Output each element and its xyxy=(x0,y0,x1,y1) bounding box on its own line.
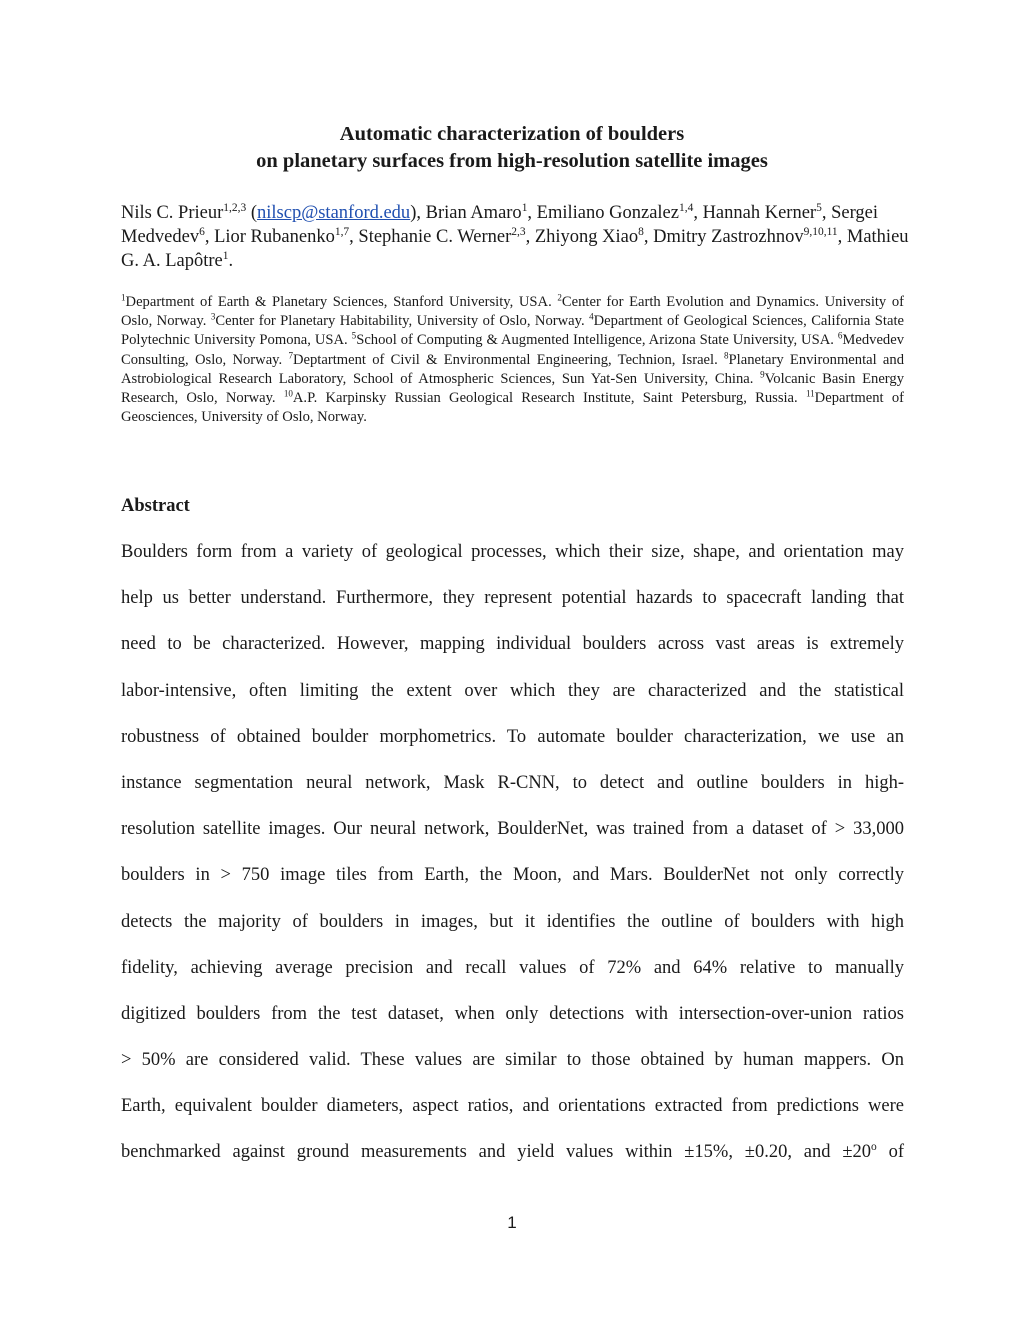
affiliation-sup: 1 xyxy=(121,292,126,303)
author-name: , Sergei Medvedev xyxy=(121,203,878,247)
author-name: , Lior Rubanenko xyxy=(204,227,335,247)
author-name: Nils C. Prieur xyxy=(121,203,224,223)
author-email-link[interactable]: nilscp@stanford.edu xyxy=(257,203,411,223)
affiliation-sup: 5 xyxy=(351,330,357,341)
affiliation-sup: 8 xyxy=(724,350,729,361)
affiliation-text: A.P. Karpinsky Russian Geological Research Institute, Saint Petersburg, Russia. xyxy=(292,390,806,407)
author-affiliation-sup: 1 xyxy=(521,202,528,215)
abstract-line-text: benchmarked against ground measurements and yield values within ±15%, ±0.20, and ±20 xyxy=(121,1142,871,1163)
author-affiliation-sup: 1 xyxy=(222,250,229,263)
affiliation-sup: 3 xyxy=(210,311,216,322)
abstract-line: help us better understand. Furthermore, they represent potential hazards to spacecraft landing that xyxy=(121,588,904,609)
author-affiliation-sup: 1,2,3 xyxy=(223,202,247,215)
abstract-line: digitized boulders from the test dataset, when only detections with intersection-over-union ratios xyxy=(121,1003,904,1024)
affiliation-sup: 11 xyxy=(805,388,815,399)
affiliation-text: Center for Earth Evolution and Dynamics. University of Oslo, Norway. xyxy=(121,294,905,330)
title-line-1: Automatic characterization of boulders xyxy=(339,123,685,145)
author-name: , Zhiyong Xiao xyxy=(525,227,639,247)
page-number: 1 xyxy=(507,1213,517,1232)
author-name: , Dmitry Zastrozhnov xyxy=(643,227,804,247)
affiliation-sup: 10 xyxy=(283,388,293,399)
author-name: , Emiliano Gonzalez xyxy=(527,203,679,223)
abstract-heading: Abstract xyxy=(121,496,190,516)
author-affiliation-sup: 2,3 xyxy=(511,226,526,239)
affiliation-text: Deptartment of Civil & Environmental Engineering, Technion, Israel. xyxy=(292,351,725,368)
affiliation-sup: 4 xyxy=(589,311,594,322)
affiliation-text: Volcanic Basin Energy Research, Oslo, Norway. xyxy=(121,370,904,407)
email-close: ), xyxy=(410,203,426,223)
affiliation-sup: 6 xyxy=(837,330,843,341)
affiliation-sup: 9 xyxy=(760,369,765,380)
affiliations xyxy=(121,293,904,427)
affiliation-text: Department of Geosciences, University of Oslo, Norway. xyxy=(121,390,904,426)
abstract-line: > 50% are considered valid. These values are similar to those obtained by human mappers. On xyxy=(121,1050,904,1071)
author-affiliation-sup: 8 xyxy=(638,226,644,239)
author-affiliation-sup: 6 xyxy=(199,226,205,239)
abstract-line xyxy=(121,1140,904,1186)
author-affiliation-sup: 5 xyxy=(816,202,822,215)
title-line-2: on planetary surfaces from high-resolution satellite images xyxy=(256,150,768,172)
author-affiliation-sup: 9,10,11 xyxy=(803,226,838,239)
abstract-line: robustness of obtained boulder morphometrics. To automate boulder characterization, we use an xyxy=(121,726,904,747)
degree-superscript: o xyxy=(871,1141,877,1154)
email-open: ( xyxy=(246,203,257,223)
paper-title xyxy=(120,121,904,175)
author-name: , Mathieu G. A. Lapôtre xyxy=(121,227,909,271)
affiliation-text: Planetary Environmental and Astrobiological Research Laboratory, School of Atmospheric Sciences, Sun Yat-Sen University, China. xyxy=(121,351,904,387)
author-name: Brian Amaro xyxy=(425,203,522,223)
author-name: , Stephanie C. Werner xyxy=(349,227,512,247)
abstract-line: Earth, equivalent boulder diameters, aspect ratios, and orientations extracted from predictions were xyxy=(121,1096,904,1117)
abstract-line: detects the majority of boulders in images, but it identifies the outline of boulders with high xyxy=(121,911,904,932)
abstract-line: Boulders form from a variety of geological processes, which their size, shape, and orientation may xyxy=(121,542,904,562)
abstract-line: labor-intensive, often limiting the extent over which they are characterized and the statistical xyxy=(121,680,904,701)
affiliation-sup: 7 xyxy=(288,350,293,361)
affiliation-sup: 2 xyxy=(557,292,562,303)
abstract-line: instance segmentation neural network, Mask R-CNN, to detect and outline boulders in high- xyxy=(121,772,904,793)
abstract-line-text: of xyxy=(876,1142,904,1163)
abstract-body xyxy=(121,540,904,1187)
affiliation-text: Medvedev Consulting, Oslo, Norway. xyxy=(121,332,904,368)
abstract-line: resolution satellite images. Our neural network, BoulderNet, was trained from a dataset of > 33,000 xyxy=(121,819,904,840)
author-name: , Hannah Kerner xyxy=(693,203,817,223)
author-list xyxy=(121,201,911,273)
affiliation-text: Center for Planetary Habitability, University of Oslo, Norway. xyxy=(215,313,590,330)
abstract-line: boulders in > 750 image tiles from Earth, the Moon, and Mars. BoulderNet not only correctly xyxy=(121,865,904,886)
author-list-end: . xyxy=(228,251,234,271)
abstract-line: fidelity, achieving average precision and recall values of 72% and 64% relative to manually xyxy=(121,957,904,978)
affiliation-text: Department of Geological Sciences, California State Polytechnic University Pomona, USA. xyxy=(121,313,904,349)
abstract-line: need to be characterized. However, mapping individual boulders across vast areas is extremely xyxy=(121,634,904,655)
affiliation-text: School of Computing & Augmented Intelligence, Arizona State University, USA. xyxy=(356,332,838,349)
author-affiliation-sup: 1,4 xyxy=(678,202,694,215)
affiliation-text: Department of Earth & Planetary Sciences, Stanford University, USA. xyxy=(125,294,558,310)
author-affiliation-sup: 1,7 xyxy=(334,226,350,239)
